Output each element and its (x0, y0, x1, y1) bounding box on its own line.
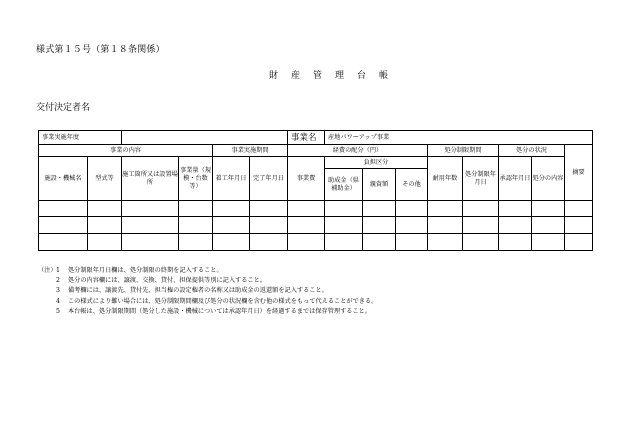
cell[interactable] (179, 234, 213, 251)
col-useful-life: 耐用年数 (428, 157, 463, 201)
cell[interactable] (88, 217, 122, 234)
cell[interactable] (179, 217, 213, 234)
notes-lead: （注） (38, 267, 57, 274)
cell[interactable] (213, 201, 250, 217)
col-start-date: 着工年月日 (213, 157, 250, 201)
group-allocation: 経費の配分（円） (288, 145, 428, 157)
cell[interactable] (565, 201, 593, 217)
col-own-funds: 親資額 (363, 169, 396, 201)
cell[interactable] (499, 234, 532, 251)
cell[interactable] (39, 234, 88, 251)
col-facility: 施設・機械名 (39, 157, 88, 201)
fiscal-year-value[interactable] (122, 131, 288, 145)
note-number: 4 (56, 297, 60, 305)
cell[interactable] (463, 234, 499, 251)
note-item (38, 276, 377, 286)
cell[interactable] (88, 234, 122, 251)
cell[interactable] (532, 234, 565, 251)
cell[interactable] (565, 234, 593, 251)
col-end-date: 完了年月日 (250, 157, 288, 201)
note-number: 5 (56, 307, 60, 315)
table-row (39, 234, 593, 251)
table-row (39, 201, 593, 217)
note-number: 2 (56, 277, 60, 285)
form-reference: 様式第１５号（第１８条関係） (36, 45, 165, 55)
cell[interactable] (396, 217, 428, 234)
cell[interactable] (88, 201, 122, 217)
cell[interactable] (325, 201, 363, 217)
cell[interactable] (325, 234, 363, 251)
note-text: 備考欄には、譲渡先、貸付先、担当権の設定権者の名称又は助成金の返還額を記入すること。 (68, 287, 328, 295)
fiscal-year-label: 事業実施年度 (39, 131, 122, 145)
project-name-label: 事業名 (288, 131, 325, 145)
cell[interactable] (288, 217, 325, 234)
cell[interactable] (396, 234, 428, 251)
note-text: この様式により難い場合には、処分制限期間欄及び処分の状況欄を含む他の様式をもって代えることができる。 (68, 297, 378, 305)
note-number: 3 (56, 287, 60, 295)
group-disposal-limit: 処分制限期間 (428, 145, 499, 157)
cell[interactable] (122, 201, 179, 217)
col-site: 施工箇所又は設置場所 (122, 157, 179, 201)
cell[interactable] (122, 217, 179, 234)
cell[interactable] (428, 201, 463, 217)
property-ledger-table (38, 130, 593, 251)
col-other: その他 (396, 169, 428, 201)
group-burden: 負担区分 (325, 157, 428, 169)
cell[interactable] (213, 234, 250, 251)
col-approval-date: 承認年月日 (499, 157, 532, 201)
col-limit-date: 処分制限年月日 (463, 157, 499, 201)
cell[interactable] (463, 201, 499, 217)
col-model: 型式等 (88, 157, 122, 201)
col-remarks: 摘要 (565, 145, 593, 201)
note-item (38, 266, 377, 276)
note-number: 1 (56, 267, 60, 274)
col-subsidy: 助成金（県補助金） (325, 169, 363, 201)
cell[interactable] (39, 201, 88, 217)
cell[interactable] (532, 217, 565, 234)
cell[interactable] (428, 217, 463, 234)
group-disposal-status: 処分の状況 (499, 145, 565, 157)
cell[interactable] (363, 234, 396, 251)
cell[interactable] (122, 234, 179, 251)
group-period: 事業実施期間 (213, 145, 288, 157)
note-item (38, 307, 377, 317)
page-title: 財産管理台帳 (268, 71, 401, 81)
project-name-value: 産地パワーアップ事業 (325, 131, 593, 145)
cell[interactable] (325, 217, 363, 234)
cell[interactable] (532, 201, 565, 217)
cell[interactable] (288, 201, 325, 217)
cell[interactable] (363, 217, 396, 234)
col-disposal-content: 処分の内容 (532, 157, 565, 201)
cell[interactable] (250, 201, 288, 217)
notes-section (38, 266, 377, 317)
cell[interactable] (250, 234, 288, 251)
col-scale: 事業量（規模・台数等） (179, 157, 213, 201)
note-text: 本台帳は、処分制限期間（処分した施設・機械については承認年月日）を経過するまでは保存管理すること。 (68, 307, 372, 315)
cell[interactable] (250, 217, 288, 234)
group-content: 事業の内容 (39, 145, 213, 157)
note-item (38, 286, 377, 296)
cell[interactable] (565, 217, 593, 234)
col-cost: 事業費 (288, 157, 325, 201)
cell[interactable] (179, 201, 213, 217)
cell[interactable] (428, 234, 463, 251)
cell[interactable] (363, 201, 396, 217)
cell[interactable] (499, 217, 532, 234)
cell[interactable] (463, 217, 499, 234)
note-item (38, 297, 377, 307)
cell[interactable] (288, 234, 325, 251)
cell[interactable] (396, 201, 428, 217)
note-text: 処分制限年月日欄は、処分制限の終期を記入すること。 (68, 267, 223, 274)
cell[interactable] (213, 217, 250, 234)
recipient-label: 交付決定者名 (36, 103, 91, 113)
cell[interactable] (39, 217, 88, 234)
note-text: 処分の内容欄には、譲渡、交換、貸付、担保提供等別に記入すること。 (68, 277, 266, 285)
cell[interactable] (499, 201, 532, 217)
table-row (39, 217, 593, 234)
